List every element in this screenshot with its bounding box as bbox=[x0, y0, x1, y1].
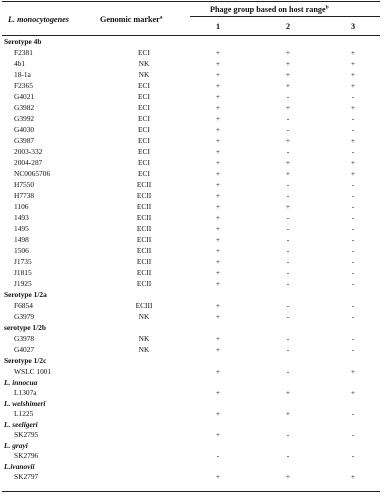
phage-group-1-cell: + bbox=[215, 70, 221, 79]
strain-label: 18-1a bbox=[14, 70, 31, 79]
strain-label: G4027 bbox=[14, 345, 35, 354]
group-header-2: 2 bbox=[285, 22, 291, 31]
genomic-marker-cell: ECI bbox=[138, 136, 150, 145]
phage-group-2-cell: - bbox=[286, 279, 290, 288]
phage-group-3-cell: - bbox=[351, 125, 355, 134]
genomic-marker-cell: ECII bbox=[136, 257, 152, 266]
genomic-marker-cell: ECII bbox=[136, 246, 152, 255]
phage-group-3-cell: - bbox=[351, 451, 355, 460]
strain-label: F2365 bbox=[14, 81, 33, 90]
phage-group-3-cell: - bbox=[351, 268, 355, 277]
genomic-marker-cell: ECI bbox=[138, 158, 150, 167]
phage-group-2-cell: - bbox=[286, 268, 290, 277]
genomic-marker-cell: ECIII bbox=[135, 301, 153, 310]
phage-group-2-cell: - bbox=[286, 235, 290, 244]
phage-group-3-cell: - bbox=[351, 246, 355, 255]
strain-label: NC0065706 bbox=[14, 169, 51, 178]
group-header-3: 3 bbox=[350, 22, 356, 31]
phage-group-1-cell: + bbox=[215, 147, 221, 156]
strain-label: F2381 bbox=[14, 48, 33, 57]
phage-group-3-cell: + bbox=[350, 367, 356, 376]
phage-group-3-cell: - bbox=[351, 345, 355, 354]
genomic-marker-cell: ECII bbox=[136, 235, 152, 244]
genomic-marker-cell: ECII bbox=[136, 213, 152, 222]
strain-label: 1493 bbox=[14, 213, 29, 222]
phage-group-1-cell: + bbox=[215, 114, 221, 123]
phage-group-3-cell: - bbox=[351, 213, 355, 222]
strain-label: 2004-287 bbox=[14, 158, 43, 167]
phage-group-1-cell: + bbox=[215, 472, 221, 481]
phage-group-1-cell: + bbox=[215, 158, 221, 167]
strain-label: 4b1 bbox=[14, 59, 26, 68]
section-label: Serotype 4b bbox=[4, 37, 42, 46]
phage-group-1-cell: + bbox=[215, 235, 221, 244]
phage-group-1-cell: + bbox=[215, 191, 221, 200]
strain-label: 1498 bbox=[14, 235, 29, 244]
phage-group-1-cell: + bbox=[215, 367, 221, 376]
strain-label: G4021 bbox=[14, 92, 35, 101]
phage-group-1-cell: + bbox=[215, 125, 221, 134]
phage-group-3-cell: - bbox=[351, 279, 355, 288]
genomic-marker-cell: NK bbox=[138, 334, 150, 343]
phage-group-3-cell: + bbox=[350, 158, 356, 167]
phage-group-3-cell: - bbox=[351, 334, 355, 343]
phage-group-2-cell: - bbox=[286, 213, 290, 222]
genomic-marker-cell: ECII bbox=[136, 224, 152, 233]
group-header-1: 1 bbox=[215, 22, 221, 31]
section-label: L. innocua bbox=[4, 377, 38, 387]
phage-group-1-cell: + bbox=[215, 301, 221, 310]
phage-group-3-cell: + bbox=[350, 70, 356, 79]
strain-label: F6854 bbox=[14, 301, 33, 310]
phage-group-3-cell: - bbox=[351, 257, 355, 266]
strain-label: H7550 bbox=[14, 180, 35, 189]
section-label: Serotype 1/2a bbox=[4, 290, 47, 299]
phage-group-2-cell: - bbox=[286, 301, 290, 310]
genomic-marker-cell: ECI bbox=[138, 147, 150, 156]
strain-label: SK2797 bbox=[14, 472, 39, 481]
phage-group-3-cell: + bbox=[350, 48, 356, 57]
section-label: L.ivanovii bbox=[4, 461, 35, 471]
phage-group-2-cell: + bbox=[285, 409, 291, 418]
phage-group-label: Phage group based on host range bbox=[210, 5, 326, 14]
strain-label: 1495 bbox=[14, 224, 29, 233]
phage-group-1-cell: + bbox=[215, 59, 221, 68]
phage-group-1-cell: + bbox=[215, 202, 221, 211]
phage-group-2-cell: + bbox=[285, 388, 291, 397]
strain-label: L1225 bbox=[14, 409, 34, 418]
phage-group-2-cell: - bbox=[286, 114, 290, 123]
phage-group-3-cell: - bbox=[351, 147, 355, 156]
genomic-marker-cell: ECI bbox=[138, 103, 150, 112]
phage-group-2-cell: - bbox=[286, 334, 290, 343]
phage-group-1-cell: + bbox=[215, 246, 221, 255]
genomic-marker-cell: NK bbox=[138, 70, 150, 79]
phage-group-1-cell: + bbox=[215, 180, 221, 189]
phage-group-2-cell: + bbox=[285, 136, 291, 145]
section-label: L. welshimeri bbox=[4, 398, 46, 408]
phage-group-1-cell: + bbox=[215, 268, 221, 277]
phage-group-2-cell: - bbox=[286, 367, 290, 376]
phage-group-2-cell: - bbox=[286, 345, 290, 354]
phage-group-3-cell: - bbox=[351, 235, 355, 244]
phage-group-3-cell: - bbox=[351, 301, 355, 310]
phage-group-2-cell: - bbox=[286, 312, 290, 321]
phage-group-2-cell: + bbox=[285, 158, 291, 167]
genomic-marker-cell: NK bbox=[138, 345, 150, 354]
phage-group-rule bbox=[190, 16, 380, 17]
genomic-marker-cell: ECII bbox=[136, 279, 152, 288]
phage-group-3-cell: - bbox=[351, 180, 355, 189]
phage-group-1-cell: - bbox=[216, 451, 220, 460]
phage-footnote-sup: b bbox=[325, 4, 329, 11]
phage-group-2-cell: + bbox=[285, 202, 291, 211]
phage-group-2-cell: - bbox=[286, 430, 290, 439]
phage-group-2-cell: + bbox=[285, 48, 291, 57]
section-label: serotype 1/2b bbox=[4, 323, 46, 332]
phage-group-1-cell: + bbox=[215, 257, 221, 266]
phage-group-1-cell: + bbox=[215, 279, 221, 288]
strain-label: G3992 bbox=[14, 114, 35, 123]
strain-label: 1506 bbox=[14, 246, 29, 255]
phage-group-2-cell: - bbox=[286, 191, 290, 200]
phage-group-2-cell: - bbox=[286, 147, 290, 156]
phage-group-2-cell: - bbox=[286, 246, 290, 255]
strain-label: 2003-332 bbox=[14, 147, 43, 156]
genomic-marker-cell: NK bbox=[138, 59, 150, 68]
strain-label: L1307a bbox=[14, 388, 37, 397]
phage-group-2-cell: - bbox=[286, 451, 290, 460]
phage-group-1-cell: + bbox=[215, 92, 221, 101]
phage-group-2-cell: - bbox=[286, 125, 290, 134]
phage-group-3-cell: - bbox=[351, 92, 355, 101]
genomic-marker-cell: ECII bbox=[136, 202, 152, 211]
strain-label: G3978 bbox=[14, 334, 35, 343]
phage-group-2-cell: - bbox=[286, 92, 290, 101]
genomic-marker-cell: ECI bbox=[138, 81, 150, 90]
phage-group-1-cell: + bbox=[215, 224, 221, 233]
strain-label: G3979 bbox=[14, 312, 35, 321]
phage-group-3-cell: - bbox=[351, 114, 355, 123]
section-label: L. grayi bbox=[4, 440, 28, 450]
phage-group-3-cell: - bbox=[351, 224, 355, 233]
genomic-marker-cell: ECI bbox=[138, 125, 150, 134]
marker-footnote-sup: a bbox=[159, 14, 163, 21]
genomic-marker-cell: ECI bbox=[138, 92, 150, 101]
phage-group-2-cell: + bbox=[285, 103, 291, 112]
column-header-marker bbox=[100, 15, 163, 24]
column-header-marker-label: Genomic marker bbox=[100, 15, 160, 24]
genomic-marker-cell: NK bbox=[138, 312, 150, 321]
strain-label: J1735 bbox=[14, 257, 32, 266]
phage-group-3-cell: - bbox=[351, 191, 355, 200]
phage-group-2-cell: - bbox=[286, 224, 290, 233]
phage-group-3-cell: + bbox=[350, 388, 356, 397]
phage-group-1-cell: + bbox=[215, 388, 221, 397]
phage-group-1-cell: + bbox=[215, 409, 221, 418]
phage-group-2-cell: + bbox=[285, 59, 291, 68]
column-header-phage-group bbox=[210, 5, 329, 14]
phage-group-3-cell: + bbox=[350, 169, 356, 178]
strain-label: G3987 bbox=[14, 136, 35, 145]
phage-group-3-cell: + bbox=[350, 59, 356, 68]
strain-label: G3982 bbox=[14, 103, 35, 112]
phage-group-3-cell: - bbox=[351, 202, 355, 211]
phage-group-2-cell: + bbox=[285, 70, 291, 79]
phage-group-1-cell: + bbox=[215, 312, 221, 321]
genomic-marker-cell: ECI bbox=[138, 48, 150, 57]
section-label: Serotype 1/2c bbox=[4, 356, 47, 365]
phage-group-3-cell: - bbox=[351, 430, 355, 439]
phage-group-1-cell: + bbox=[215, 334, 221, 343]
phage-group-1-cell: + bbox=[215, 81, 221, 90]
strain-label: H7738 bbox=[14, 191, 35, 200]
phage-group-1-cell: + bbox=[215, 213, 221, 222]
phage-group-1-cell: + bbox=[215, 345, 221, 354]
phage-group-1-cell: + bbox=[215, 103, 221, 112]
strain-label: SK2795 bbox=[14, 430, 39, 439]
column-header-species: L. monocytogenes bbox=[8, 15, 69, 24]
phage-group-2-cell: - bbox=[286, 257, 290, 266]
strain-label: WSLC 1001 bbox=[14, 367, 52, 376]
table-bottom-rule bbox=[2, 491, 380, 492]
phage-group-3-cell: + bbox=[350, 81, 356, 90]
phage-group-1-cell: + bbox=[215, 136, 221, 145]
genomic-marker-cell: ECII bbox=[136, 268, 152, 277]
strain-label: 1106 bbox=[14, 202, 29, 211]
phage-group-1-cell: + bbox=[215, 430, 221, 439]
genomic-marker-cell: ECII bbox=[136, 191, 152, 200]
phage-group-3-cell: - bbox=[351, 409, 355, 418]
strain-label: SK2796 bbox=[14, 451, 39, 460]
strain-label: J1815 bbox=[14, 268, 32, 277]
phage-group-2-cell: + bbox=[285, 169, 291, 178]
genomic-marker-cell: ECII bbox=[136, 180, 152, 189]
phage-group-2-cell: + bbox=[285, 81, 291, 90]
phage-group-3-cell: + bbox=[350, 103, 356, 112]
genomic-marker-cell: ECI bbox=[138, 114, 150, 123]
strain-label: G4030 bbox=[14, 125, 35, 134]
genomic-marker-cell: ECI bbox=[138, 169, 150, 178]
section-label: L. seeligeri bbox=[4, 419, 38, 429]
phage-group-3-cell: - bbox=[351, 312, 355, 321]
phage-group-3-cell: + bbox=[350, 472, 356, 481]
phage-group-3-cell: + bbox=[350, 136, 356, 145]
header-bottom-rule bbox=[2, 35, 380, 36]
phage-group-1-cell: + bbox=[215, 48, 221, 57]
phage-group-2-cell: + bbox=[285, 472, 291, 481]
table-top-rule bbox=[2, 1, 380, 2]
phage-group-2-cell: - bbox=[286, 180, 290, 189]
strain-label: J1925 bbox=[14, 279, 32, 288]
phage-group-1-cell: + bbox=[215, 169, 221, 178]
